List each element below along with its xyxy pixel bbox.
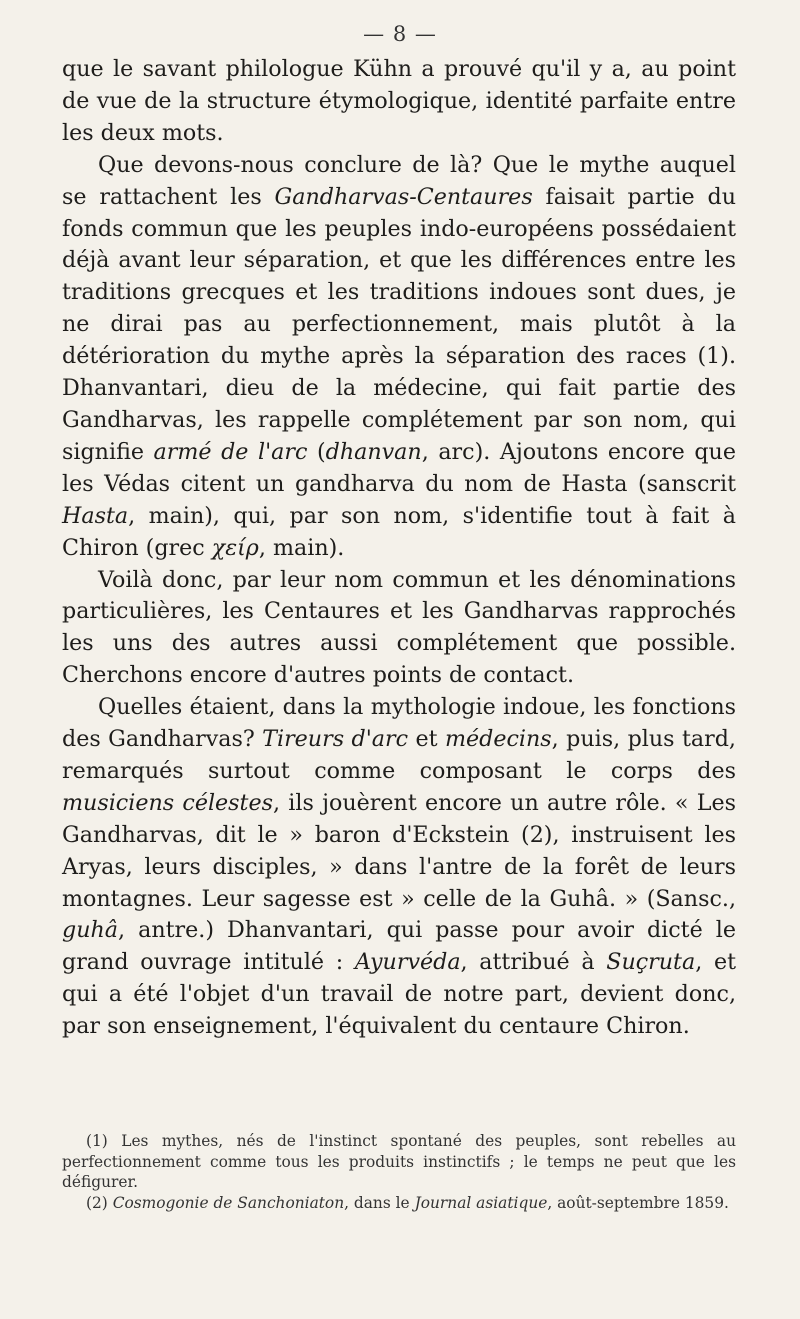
text-run: Que devons-nous conclure de là? Que le mythe auquel se rattachent les bbox=[62, 151, 736, 210]
text-run: , dans le bbox=[344, 1193, 415, 1212]
text-run: , arc). Ajoutons encore que les Védas citent un gandharva du nom de Hasta (sanscrit bbox=[62, 438, 736, 497]
italic-text: dhanvan bbox=[325, 438, 422, 465]
text-run: , main). bbox=[258, 534, 345, 561]
paragraph bbox=[62, 150, 736, 565]
italic-text: Ayurvéda bbox=[354, 949, 461, 976]
paragraph bbox=[62, 692, 736, 1043]
text-run: , main), qui, par son nom, s'identifie tout à fait à Chiron (grec bbox=[62, 502, 736, 561]
text-run: Voilà donc, par leur nom commun et les dénominations particulières, les Centaures et les Gandharvas rapprochés les uns des autres aussi complétement que possible. Cherchons encore d'autres points de contact. bbox=[62, 566, 736, 689]
text-run: , et qui a été l'objet d'un travail de notre part, devient donc, par son enseignement, l'équivalent du centaure Chiron. bbox=[62, 949, 736, 1040]
text-run: et bbox=[408, 726, 445, 753]
text-run: (2) bbox=[86, 1193, 113, 1212]
text-run: (1) Les mythes, nés de l'instinct spontané des peuples, sont rebelles au perfectionnement comme tous les produits instinctifs ; le temps ne peut que les défigurer. bbox=[62, 1132, 736, 1192]
footnote bbox=[62, 1193, 736, 1214]
text-run: , ils jouèrent encore un autre rôle. « Les Gandharvas, dit le » baron d'Eckstein (2), instruisent les Aryas, leurs disciples, » dans l'antre de la forêt de leurs montagnes. Leur sagesse est » celle de la Guhâ. » (Sansc., bbox=[62, 789, 736, 912]
text-run: , août-septembre 1859. bbox=[547, 1193, 729, 1212]
footnotes bbox=[62, 1131, 736, 1213]
italic-text: Gandharvas-Centaures bbox=[274, 183, 533, 210]
italic-text: χείρ bbox=[211, 534, 259, 561]
italic-text: médecins bbox=[444, 726, 552, 753]
italic-text: musiciens célestes bbox=[62, 789, 273, 816]
page-number: — 8 — bbox=[363, 22, 437, 46]
text-run: , antre.) Dhanvantari, qui passe pour avoir dicté le grand ouvrage intitulé : bbox=[62, 917, 736, 976]
footnote bbox=[62, 1131, 736, 1193]
text-run: faisait partie du fonds commun que les peuples indo-européens possédaient déjà avant leur séparation, et que les différences entre les traditions grecques et les traditions indoues sont dues, je ne dirai pas au perfectionnement, mais plutôt à la détérioration du mythe après la séparation des races (1). Dhanvantari, dieu de la médecine, qui fait partie des Gandharvas, les rappelle complétement par son nom, qui signifie bbox=[62, 183, 736, 465]
text-run: , puis, plus tard, remarqués surtout comme composant le corps des bbox=[62, 726, 736, 784]
italic-text: Journal asiatique bbox=[414, 1193, 548, 1212]
text-run: ( bbox=[307, 438, 326, 465]
text-run: que le savant philologue Kühn a prouvé qu'il y a, au point de vue de la structure étymologique, identité parfaite entre les deux mots. bbox=[62, 56, 736, 146]
italic-text: Tireurs d'arc bbox=[262, 726, 409, 753]
text-run: Quelles étaient, dans la mythologie indoue, les fonctions des Gandharvas? bbox=[62, 694, 736, 753]
text-run: , attribué à bbox=[460, 949, 607, 976]
italic-text: guhâ bbox=[62, 917, 119, 944]
italic-text: armé de l'arc bbox=[153, 438, 308, 465]
italic-text: Suçruta bbox=[606, 949, 696, 976]
paragraph-continuation bbox=[62, 54, 736, 150]
italic-text: Hasta bbox=[62, 502, 129, 529]
italic-text: Cosmogonie de Sanchoniaton bbox=[112, 1193, 345, 1212]
main-text bbox=[62, 54, 736, 1043]
paragraph bbox=[62, 565, 736, 693]
